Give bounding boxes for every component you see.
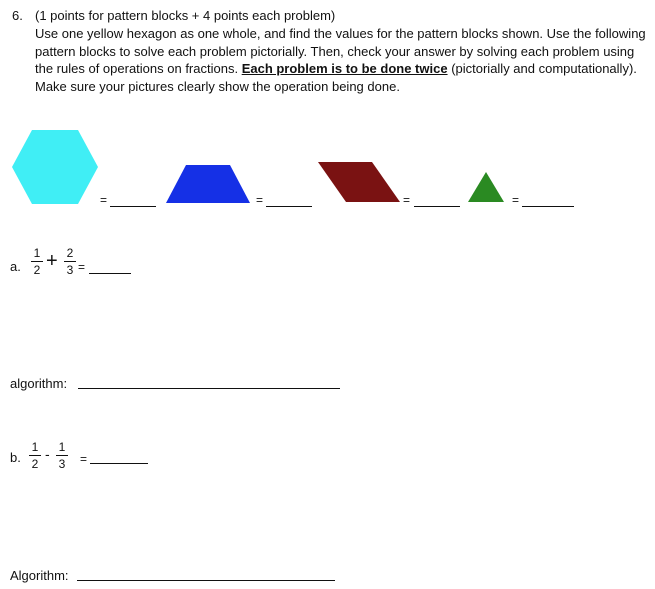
fraction-numerator: 2: [66, 246, 74, 260]
problem-a-algorithm-line[interactable]: [78, 388, 340, 389]
problem-a-algorithm-label: algorithm:: [10, 376, 68, 391]
problem-a-operator: +: [46, 250, 58, 272]
triangle-answer-blank[interactable]: [522, 206, 574, 207]
fraction-numerator: 1: [58, 440, 66, 454]
fraction-bar: [64, 261, 76, 262]
fraction-bar: [29, 455, 41, 456]
problem-a-fraction-2: [64, 246, 76, 277]
problem-a-fraction-1: [31, 246, 43, 277]
question-number: 6.: [12, 8, 23, 23]
problem-b-answer-blank[interactable]: [90, 463, 148, 464]
problem-b-fraction-2: [56, 440, 68, 471]
instructions-emphasis: Each problem is to be done twice: [241, 61, 448, 76]
trapezoid-equals: =: [256, 193, 264, 207]
problem-a-equals: =: [78, 260, 86, 274]
problem-b-algorithm-line[interactable]: [77, 580, 335, 581]
instructions-text: Use one yellow hexagon as one whole, and find the values for the pattern blocks shown. Use the following pattern blocks to solve each problem pictorially. Then, check your answer by solving each problem using the rules of operations on fractions.: [35, 26, 646, 76]
fraction-numerator: 1: [33, 246, 41, 260]
rhombus-shape: [318, 162, 400, 202]
fraction-bar: [56, 455, 68, 456]
rhombus-equals: =: [403, 193, 411, 207]
problem-b-fraction-1: [29, 440, 41, 471]
trapezoid-shape: [166, 165, 250, 203]
hexagon-block: [10, 128, 100, 206]
problem-a-answer-blank[interactable]: [89, 273, 131, 274]
trapezoid-block: [164, 163, 252, 205]
fraction-denominator: 3: [66, 263, 74, 277]
triangle-shape: [468, 172, 504, 202]
question-header: (1 points for pattern blocks + 4 points each problem): [35, 8, 336, 23]
hexagon-answer-blank[interactable]: [110, 206, 156, 207]
fraction-denominator: 2: [31, 457, 39, 471]
triangle-equals: =: [512, 193, 520, 207]
trapezoid-answer-blank[interactable]: [266, 206, 312, 207]
problem-b-label: b.: [10, 450, 21, 465]
problem-b-operator: -: [45, 446, 50, 462]
problem-a-label: a.: [10, 259, 21, 274]
fraction-bar: [31, 261, 43, 262]
question-instructions: [35, 25, 650, 95]
fraction-denominator: 2: [33, 263, 41, 277]
problem-b-algorithm-label: Algorithm:: [10, 568, 69, 583]
instructions-text-2: (pictorially and computationally). Make sure your pictures clearly show the operation being done.: [35, 61, 637, 94]
fraction-numerator: 1: [31, 440, 39, 454]
hexagon-shape: [12, 130, 98, 204]
rhombus-answer-blank[interactable]: [414, 206, 460, 207]
triangle-block: [466, 170, 506, 204]
fraction-denominator: 3: [58, 457, 66, 471]
rhombus-block: [316, 160, 402, 204]
problem-b-equals: =: [80, 452, 88, 466]
hexagon-equals: =: [100, 193, 108, 207]
